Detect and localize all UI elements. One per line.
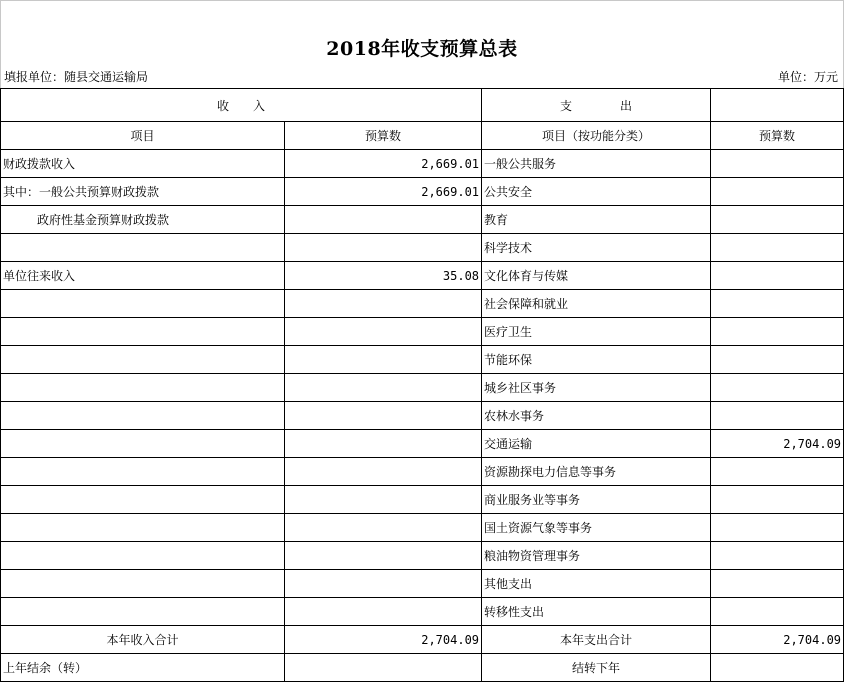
carry-forward-value xyxy=(711,654,844,682)
page-title: 2018年收支预算总表 xyxy=(326,38,518,60)
table-row xyxy=(1,374,844,402)
income-value-cell xyxy=(285,458,482,486)
table-row xyxy=(1,346,844,374)
expense-item-cell: 公共安全 xyxy=(482,178,711,206)
income-value-cell xyxy=(285,206,482,234)
currency-unit: 单位：万元 xyxy=(777,70,838,84)
income-item-cell: 单位往来收入 xyxy=(1,262,285,290)
table-row xyxy=(1,402,844,430)
income-value-cell xyxy=(285,430,482,458)
expense-value-cell xyxy=(711,290,844,318)
income-value-cell xyxy=(285,402,482,430)
income-value-cell xyxy=(285,318,482,346)
income-value-cell xyxy=(285,346,482,374)
table-row xyxy=(1,486,844,514)
income-value-cell xyxy=(285,486,482,514)
budget-table xyxy=(0,88,844,682)
expense-value-cell xyxy=(711,514,844,542)
table-row xyxy=(1,542,844,570)
income-value-cell xyxy=(285,514,482,542)
expense-value-cell: 2,704.09 xyxy=(711,430,844,458)
expense-value-cell xyxy=(711,234,844,262)
income-item-cell xyxy=(1,346,285,374)
expense-item-cell: 粮油物资管理事务 xyxy=(482,542,711,570)
expense-item-cell: 商业服务业等事务 xyxy=(482,486,711,514)
table-row xyxy=(1,598,844,626)
income-value-cell xyxy=(285,542,482,570)
expense-item-cell: 文化体育与传媒 xyxy=(482,262,711,290)
table-row xyxy=(1,458,844,486)
expense-item-cell: 科学技术 xyxy=(482,234,711,262)
table-row xyxy=(1,570,844,598)
expense-value-cell xyxy=(711,262,844,290)
income-item-cell xyxy=(1,458,285,486)
income-item-cell: 财政拨款收入 xyxy=(1,150,285,178)
income-item-cell xyxy=(1,290,285,318)
income-value-cell: 2,669.01 xyxy=(285,178,482,206)
income-item-cell xyxy=(1,542,285,570)
income-item-header: 项目 xyxy=(1,122,285,150)
income-value-cell: 35.08 xyxy=(285,262,482,290)
expense-item-cell: 农林水事务 xyxy=(482,402,711,430)
expense-total-value: 2,704.09 xyxy=(711,626,844,654)
expense-item-cell: 国土资源气象等事务 xyxy=(482,514,711,542)
blank-header-cell xyxy=(711,89,844,122)
carryover-row xyxy=(1,654,844,682)
expense-item-cell: 转移性支出 xyxy=(482,598,711,626)
carry-forward-label: 结转下年 xyxy=(482,654,711,682)
expense-value-cell xyxy=(711,150,844,178)
expense-item-cell: 教育 xyxy=(482,206,711,234)
expense-value-cell xyxy=(711,458,844,486)
expense-item-cell: 资源勘探电力信息等事务 xyxy=(482,458,711,486)
income-item-cell xyxy=(1,486,285,514)
income-item-cell xyxy=(1,430,285,458)
expense-value-cell xyxy=(711,598,844,626)
table-row xyxy=(1,178,844,206)
table-row xyxy=(1,234,844,262)
table-row xyxy=(1,514,844,542)
income-item-cell xyxy=(1,514,285,542)
table-row xyxy=(1,150,844,178)
expense-item-cell: 节能环保 xyxy=(482,346,711,374)
table-row xyxy=(1,262,844,290)
total-row xyxy=(1,626,844,654)
prior-year-balance-value xyxy=(285,654,482,682)
income-value-cell xyxy=(285,374,482,402)
income-item-cell xyxy=(1,570,285,598)
expense-item-cell: 一般公共服务 xyxy=(482,150,711,178)
expense-value-cell xyxy=(711,206,844,234)
expense-total-label: 本年支出合计 xyxy=(482,626,711,654)
income-item-cell: 政府性基金预算财政拨款 xyxy=(1,206,285,234)
header-row-sections xyxy=(1,89,844,122)
income-value-cell: 2,669.01 xyxy=(285,150,482,178)
expense-item-header: 项目（按功能分类） xyxy=(482,122,711,150)
expense-value-cell xyxy=(711,570,844,598)
income-total-value: 2,704.09 xyxy=(285,626,482,654)
table-row xyxy=(1,318,844,346)
expense-item-cell: 城乡社区事务 xyxy=(482,374,711,402)
income-item-cell xyxy=(1,234,285,262)
expense-value-cell xyxy=(711,318,844,346)
table-row xyxy=(1,430,844,458)
income-item-cell xyxy=(1,374,285,402)
income-value-cell xyxy=(285,290,482,318)
expense-value-cell xyxy=(711,178,844,206)
expense-section-header: 支 出 xyxy=(482,89,711,122)
header-row-columns xyxy=(1,122,844,150)
expense-value-cell xyxy=(711,374,844,402)
expense-value-cell xyxy=(711,402,844,430)
reporting-unit: 填报单位：随县交通运输局 xyxy=(4,70,149,84)
income-budget-header: 预算数 xyxy=(285,122,482,150)
income-value-cell xyxy=(285,598,482,626)
expense-item-cell: 交通运输 xyxy=(482,430,711,458)
income-item-cell: 其中：一般公共预算财政拨款 xyxy=(1,178,285,206)
expense-item-cell: 医疗卫生 xyxy=(482,318,711,346)
prior-year-balance-label: 上年结余（转） xyxy=(1,654,285,682)
expense-item-cell: 其他支出 xyxy=(482,570,711,598)
income-item-cell xyxy=(1,598,285,626)
income-value-cell xyxy=(285,570,482,598)
expense-budget-header: 预算数 xyxy=(711,122,844,150)
table-row xyxy=(1,290,844,318)
table-row xyxy=(1,206,844,234)
expense-value-cell xyxy=(711,346,844,374)
expense-value-cell xyxy=(711,542,844,570)
income-item-cell xyxy=(1,402,285,430)
expense-item-cell: 社会保障和就业 xyxy=(482,290,711,318)
income-item-cell xyxy=(1,318,285,346)
income-total-label: 本年收入合计 xyxy=(1,626,285,654)
expense-value-cell xyxy=(711,486,844,514)
income-value-cell xyxy=(285,234,482,262)
income-section-header: 收 入 xyxy=(1,89,482,122)
